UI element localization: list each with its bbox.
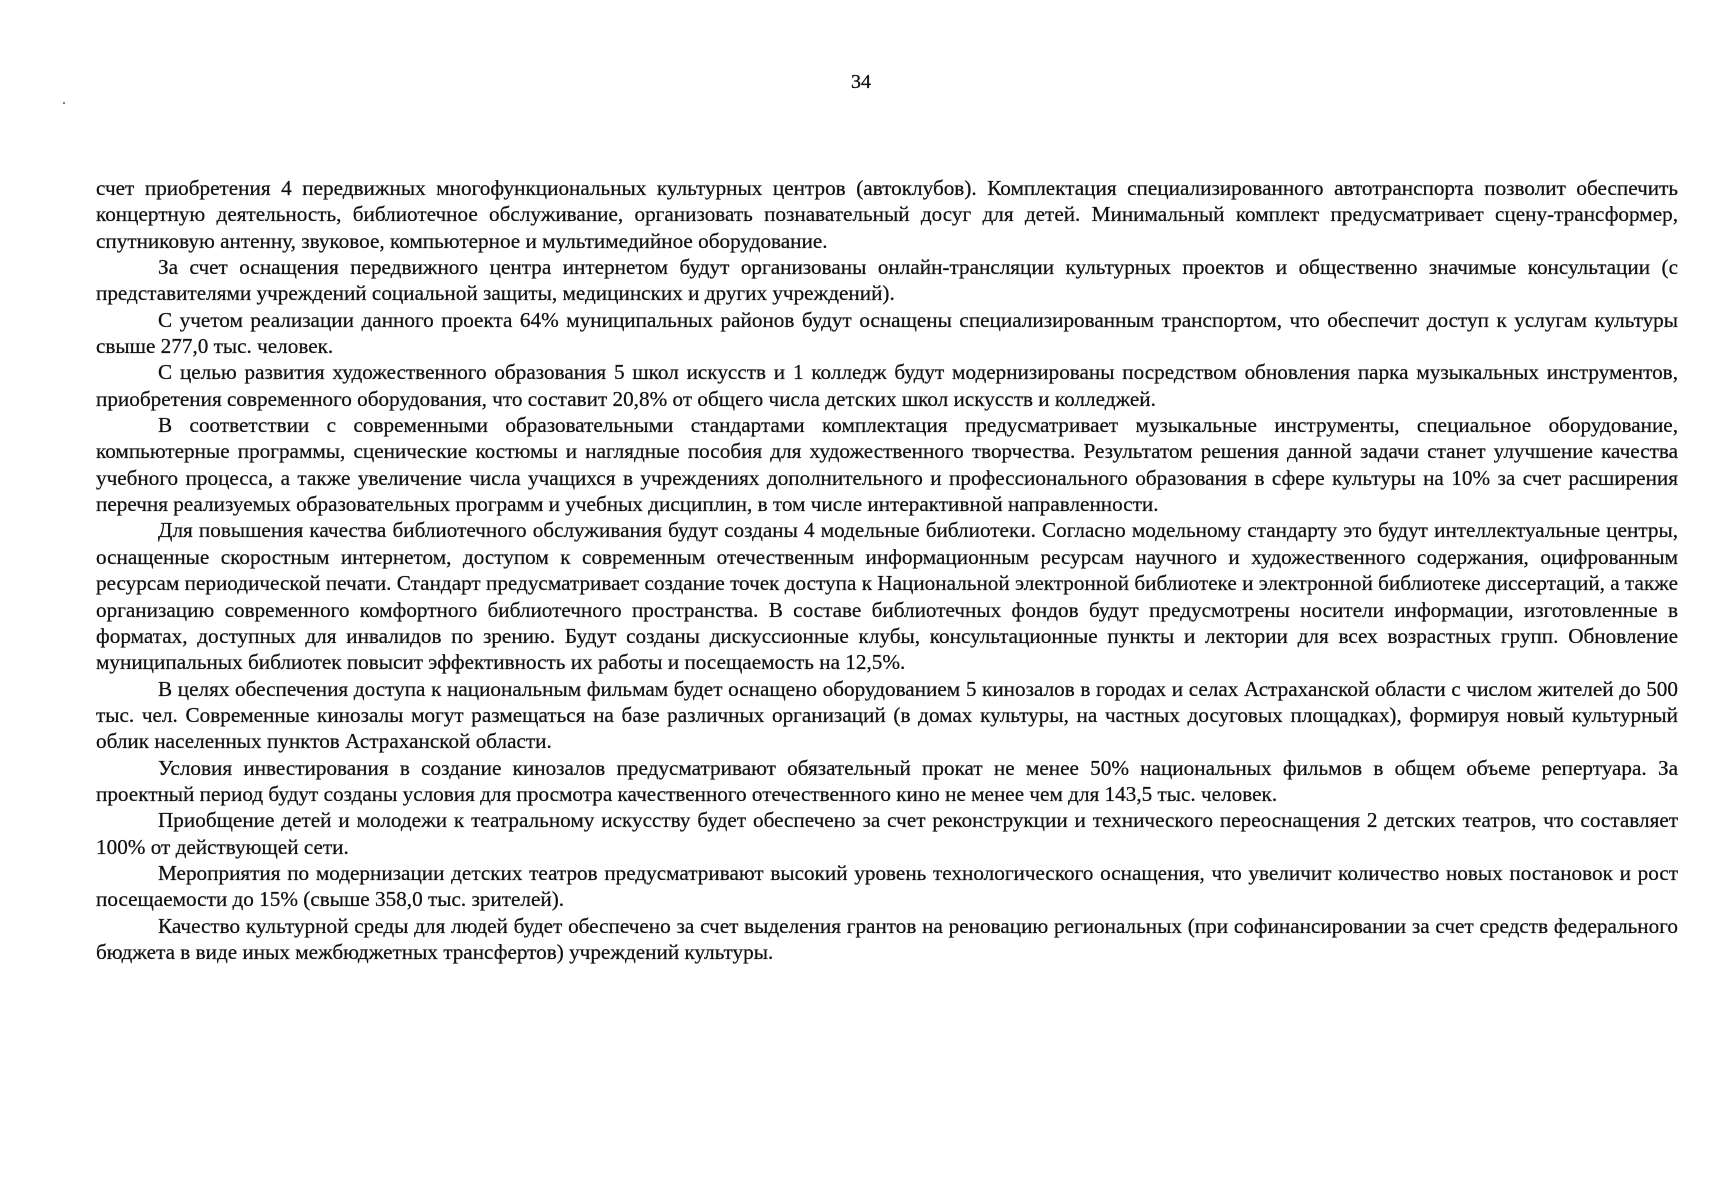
document-body bbox=[96, 175, 1678, 965]
paragraph-art-schools: С целью развития художественного образования 5 школ искусств и 1 колледж будут модернизированы посредством обновления парка музыкальных инструментов, приобретения современного оборудования, что составит 20,8% от общего числа детских школ искусств и колледжей. bbox=[96, 360, 1678, 411]
paragraph-cinema-investment: Условия инвестирования в создание кинозалов предусматривают обязательный прокат не менее 50% национальных фильмов в общем объеме репертуара. За проектный период будут созданы условия для просмотра качественного отечественного кино не менее чем для 143,5 тыс. человек. bbox=[96, 755, 1678, 806]
paragraph-education-standards: В соответствии с современными образовательными стандартами комплектация предусматривает музыкальные инструменты, специальное оборудование, компьютерные программы, сценические костюмы и наглядные пособия для художественного творчества. Результатом решения данной задачи станет улучшение качества учебного процесса, а также увеличение числа учащихся в учреждениях дополнительного и профессионального образования в сфере культуры на 10% за счет расширения перечня реализуемых образовательных программ и учебных дисциплин, в том числе интерактивной направленности. bbox=[96, 413, 1678, 517]
page-number: 34 bbox=[851, 71, 871, 93]
paragraph-model-libraries: Для повышения качества библиотечного обслуживания будут созданы 4 модельные библиотеки. Согласно модельному стандарту это будут интеллектуальные центры, оснащенные скоростным интернетом, доступом к современным отечественным информационным ресурсам научного и художественного содержания, оцифрованным ресурсам периодической печати. Стандарт предусматривает создание точек доступа к Национальной электронной библиотеке и электронной библиотеке диссертаций, а также организацию современного комфортного библиотечного пространства. В составе библиотечных фондов будут предусмотрены носители информации, изготовленные в форматах, доступных для инвалидов по зрению. Будут созданы дискуссионные клубы, консультационные пункты и лектории для всех возрастных групп. Обновление муниципальных библиотек повысит эффективность их работы и посещаемость на 12,5%. bbox=[96, 518, 1678, 675]
paragraph-childrens-theatres: Приобщение детей и молодежи к театральному искусству будет обеспечено за счет реконструкции и технического переоснащения 2 детских театров, что составляет 100% от действующей сети. bbox=[96, 808, 1678, 859]
paragraph-transport-coverage: С учетом реализации данного проекта 64% муниципальных районов будут оснащены специализированным транспортом, что обеспечит доступ к услугам культуры свыше 277,0 тыс. человек. bbox=[96, 307, 1678, 359]
paragraph-online-broadcasts: За счет оснащения передвижного центра интернетом будут организованы онлайн-трансляции культурных проектов и общественно значимые консультации (с представителями учреждений социальной защиты, медицинских и других учреждений). bbox=[96, 255, 1678, 306]
paragraph-mobile-culture-centers: счет приобретения 4 передвижных многофункциональных культурных центров (автоклубов). Комплектация специализированного автотранспорта позволит обеспечить концертную деятельность, библиотечное обслуживание, организовать познавательный досуг для детей. Минимальный комплект предусматривает сцену-трансформер, спутниковую антенну, звуковое, компьютерное и мультимедийное оборудование. bbox=[96, 176, 1678, 253]
paragraph-cinemas: В целях обеспечения доступа к национальным фильмам будет оснащено оборудованием 5 кинозалов в городах и селах Астраханской области с числом жителей до 500 тыс. чел. Современные кинозалы могут размещаться на базе различных организаций (в домах культуры, на частных досуговых площадках), формируя новый культурный облик населенных пунктов Астраханской области. bbox=[96, 676, 1678, 754]
scan-speck bbox=[63, 102, 65, 104]
paragraph-cultural-environment-grants: Качество культурной среды для людей будет обеспечено за счет выделения грантов на реновацию региональных (при софинансировании за счет средств федерального бюджета в виде иных межбюджетных трансфертов) учреждений культуры. bbox=[96, 913, 1678, 964]
paragraph-theatre-modernization: Мероприятия по модернизации детских театров предусматривают высокий уровень технологического оснащения, что увеличит количество новых постановок и рост посещаемости до 15% (свыше 358,0 тыс. зрителей). bbox=[96, 860, 1678, 912]
